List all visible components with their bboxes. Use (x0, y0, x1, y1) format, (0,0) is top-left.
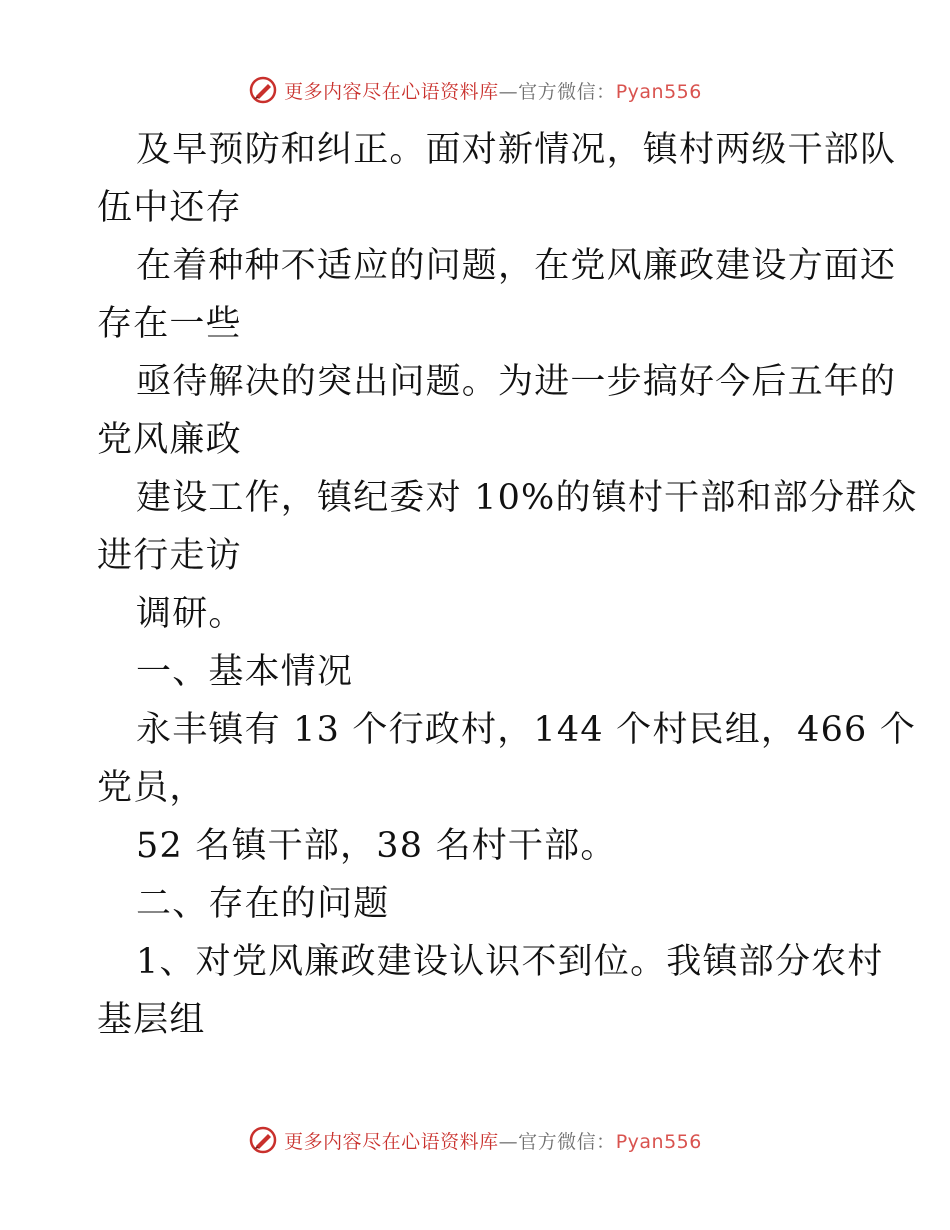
paragraph-line: 调研。 (136, 594, 245, 634)
section-heading: 二、存在的问题 (136, 884, 390, 924)
pen-logo-icon (248, 1125, 278, 1155)
paragraph-line: 永丰镇有 13 个行政村，144 个村民组，466 个 (136, 710, 917, 750)
watermark-text: 更多内容尽在心语资料库—官方微信：Pyan556 (284, 80, 702, 103)
paragraph-line: 基层组 (97, 1000, 206, 1040)
paragraph-line: 伍中还存 (97, 188, 242, 228)
paragraph-line: 存在一些 (97, 304, 242, 344)
header-watermark (0, 73, 950, 107)
paragraph-line: 及早预防和纠正。面对新情况，镇村两级干部队 (136, 130, 897, 170)
paragraph-line: 建设工作，镇纪委对 10%的镇村干部和部分群众 (136, 478, 918, 518)
watermark-text: 更多内容尽在心语资料库—官方微信：Pyan556 (284, 1130, 702, 1153)
paragraph-line: 进行走访 (97, 536, 242, 576)
paragraph-line: 党员， (97, 768, 206, 808)
paragraph-line: 52 名镇干部，38 名村干部。 (136, 826, 617, 866)
paragraph-line: 党风廉政 (97, 420, 242, 460)
footer-watermark (0, 1123, 950, 1157)
pen-logo-icon (248, 75, 278, 105)
paragraph-line: 在着种种不适应的问题，在党风廉政建设方面还 (136, 246, 897, 286)
paragraph-line: 亟待解决的突出问题。为进一步搞好今后五年的 (136, 362, 897, 402)
section-heading: 一、基本情况 (136, 652, 354, 692)
paragraph-line: 1、对党风廉政建设认识不到位。我镇部分农村 (136, 942, 884, 982)
